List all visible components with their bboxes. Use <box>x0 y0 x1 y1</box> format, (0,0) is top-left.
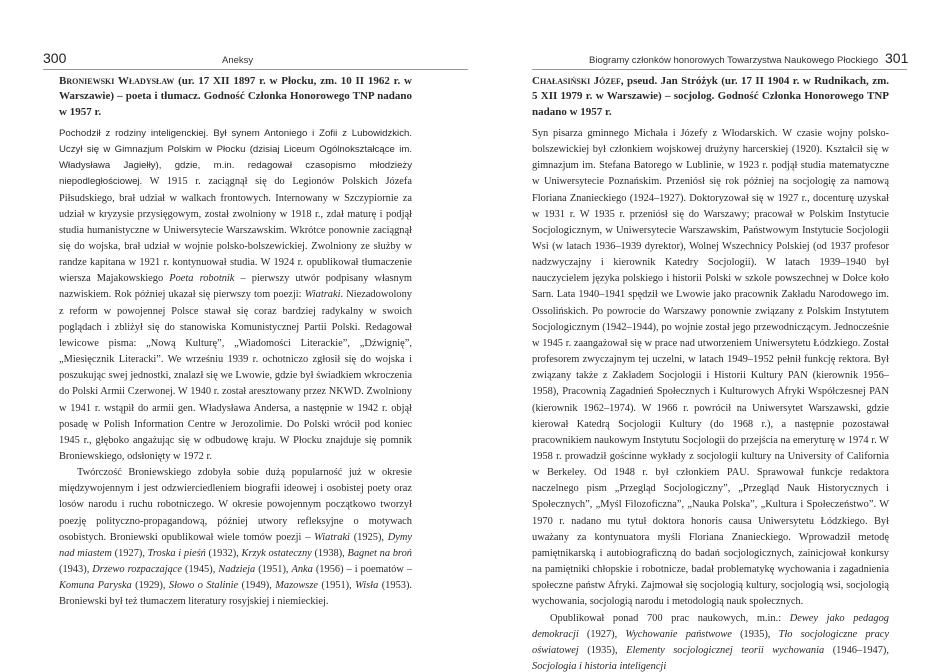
work-year: (1953). <box>378 580 413 592</box>
work-year: (1929), <box>131 580 169 592</box>
work-year: (1927), <box>578 628 626 640</box>
work-year: (1943), <box>59 564 93 576</box>
works-paragraph <box>59 465 412 610</box>
page-number: 300 <box>43 50 67 66</box>
work-title: Bagnet na broń <box>347 547 412 559</box>
entry-body-3: . Niezadowolony z reform w powojennej Polsce stawał się coraz bardziej radykalny w swoich poglądach i zbliżył się do stanowiska Komunistycznej Partii Polski. Redagował lewicowe pisma: „Nową Kulturę”, „Wiadomości Literackie”, „Dźwignię”, „Miesięcznik Literacki”. We wrześniu 1939 r. ochotniczo zgłosił się do wojska i poszukując swej jednostki, znalazł się we Lwowie, gdzie był świadkiem wkroczenia do Polski Armii Czerwonej. W 1940 r. został aresztowany przez NKWD. Zwolniony w 1941 r. wstąpił do armii gen. Władysława Andersa, a następnie w 1942 r. objął posadę w Polish Information Centre w Jerozolimie. Do Polski wrócił pod koniec 1945 r., głęboko angażując się w odbudowę kraju. W Płocku znajduje się pomnik Broniewskiego, odsłonięty w 1972 r. <box>59 289 412 463</box>
work-title: Komuna Paryska <box>59 580 132 592</box>
entry-heading <box>59 74 412 120</box>
page-number: 301 <box>885 50 909 66</box>
entry-name: Broniewski Władysław <box>59 75 175 87</box>
running-head: Biogramy członków honorowych Towarzystwa Naukowego Płockiego <box>589 55 879 66</box>
work-title: Wiatraki <box>304 289 341 301</box>
entry-heading <box>532 74 889 120</box>
work-title: Wisła <box>355 580 379 592</box>
work-title: Krzyk ostateczny <box>241 547 312 559</box>
work-title: Słowo o Stalinie <box>168 580 239 592</box>
running-head: Aneksy <box>222 55 254 66</box>
entry-body-2: – pierwszy utwór podpisany własnym nazwiskiem. Rok później ukazał się pierwszy tom poezji: <box>59 273 412 301</box>
work-title: Drzewo rozpaczające <box>92 564 183 576</box>
work-year: (1951), <box>255 564 292 576</box>
entry-body: W 1915 r. zaciągnął się do Legionów Polskich Józefa Piłsudskiego, brał udział w walkach frontowych. Internowany w Szczypiornie za udział w kryzysie przysięgowym, został zwolniony w 1918 r., zdał maturę i podjął studia humanistyczne w Uniwersytecie Warszawskim. Wkrótce ponownie zaciągnął się do wojska, brał udział w wojnie polsko-bolszewickiej. Zwolniony ze służby w randze kapitana w 1921 r. kontynuował studia. W 1924 r. opublikował tłumaczenie wiersza Majakowskiego <box>59 176 412 285</box>
entry-heading-rest: (ur. 17 XII 1897 r. w Płocku, zm. 10 II 1962 r. w Warszawie) – poeta i tłumacz. Godność Członka Honorowego TNP nadano w 1957 r. <box>59 75 412 118</box>
work-title: Wiatraki <box>314 531 350 543</box>
works-end: Broniewski był też tłumaczem literatury rosyjskiej i niemieckiej. <box>59 596 329 608</box>
work-title: Nadzieja <box>218 564 256 576</box>
work-title: Anka <box>291 564 313 576</box>
work-year: (1951), <box>318 580 356 592</box>
text-column <box>532 74 889 672</box>
entry-intro: Pochodził z rodziny inteligenckiej. Był synem Antoniego i Zofii z Lubowidzkich. Uczył się w Gimnazjum Polskim w Płocku (dzisiaj Liceum Ogólnokształcące im. Władysława Jagiełły), gdzie, m.in. redagował czasopismo młodzieży niepodległościowej. <box>59 127 412 188</box>
work-year: (1925), <box>349 531 388 543</box>
work-title: Poeta robotnik <box>169 273 235 285</box>
work-year: (1932), <box>205 547 242 559</box>
work-title: Mazowsze <box>275 580 318 592</box>
work-year: (1938), <box>311 547 348 559</box>
header-rule <box>43 69 468 70</box>
work-title: Socjologia i historia inteligencji <box>532 661 667 672</box>
work-year: (1945), <box>182 564 219 576</box>
entry-paragraph <box>59 126 412 465</box>
work-year: (1935), <box>731 628 779 640</box>
work-title: Elementy socjologicznej teorii wychowania <box>626 644 825 656</box>
work-year: (1956) – i poematów – <box>312 564 413 576</box>
text-column <box>59 74 412 611</box>
entry-heading-rest: , pseud. Jan Stróżyk (ur. 17 II 1904 r. w Rudnikach, zm. 5 XII 1979 r. w Warszawie) – socjolog. Godność Członka Honorowego TNP nadano w 1957 r. <box>532 75 889 118</box>
work-title: Dewey jako pedagog demokracji <box>532 612 889 640</box>
entry-name: Chałasiński Józef <box>532 75 621 87</box>
work-title: Dymy nad miastem <box>59 531 412 559</box>
works-intro: Twórczość Broniewskiego zdobyła sobie dużą popularność już w okresie międzywojennym i jest odzwierciedleniem biografii ideowej i osobistej poety oraz losów narodu i ruchu robotniczego. W okresie powojennym początkowo tworzył poezję polityczno-propagandową, później utwory refleksyjne o motywach osobistych. Broniewski opublikował wiele tomów poezji – <box>59 467 412 543</box>
works-paragraph <box>532 611 889 672</box>
header-rule <box>532 69 907 70</box>
right-page <box>475 0 950 672</box>
entry-paragraph: Syn pisarza gminnego Michała i Józefy z Włodarskich. W czasie wojny polsko-bolszewickiej był członkiem wojskowej drużyny harcerskiej (1920). Kształcił się w gimnazjum im. Stefana Batorego w Lublinie, w 1923 r. podjął studia matematyczne w Uniwersytecie Poznańskim. Przeniósł się rok później na socjologię za namową Floriana Znanieckiego (1924–1927). Doktoryzował się w 1927 r., docenturę uzyskał w 1931 r. W 1935 r. przeniósł się do Warszawy; pracował w Polskim Instytucie Socjologicznym, w Uniwersytecie Warszawskim, Państwowym Instytucie Socjologii Wsi (w latach 1936–1939 dyrektor), Wolnej Wszechnicy Polskiej (od 1937 profesor nadzwyczajny i kierownik Katedry Socjologii). W latach 1939–1940 był nauczycielem języka polskiego i historii Polski w szkole powszechnej w Dołce koło Sarn. Lata 1940–1941 spędził we Lwowie jako pracownik Zakładu Narodowego im. Ossolińskich. Po powrocie do Warszawy ponownie związany z Polskim Instytutem Socjologicznym (1942–1944), po wojnie został jego przewodniczącym. Jednocześnie w 1945 r. zaangażował się w prace nad utworzeniem Uniwersytetu Łódzkiego. Został profesorem zwyczajnym tej uczelni, w latach 1949–1952 pełnił funkcję rektora. Był związany także z Zakładem Socjologii i Historii Kultury PAN (kierownik 1956–1958), Pracownią Zagadnień Społecznych i Kulturowych Afryki Współczesnej PAN (kierownik 1962–1974). W 1966 r. powrócił na Uniwersytet Warszawski, gdzie kierował Katedrą Socjologii Kultury (do 1968 r.), a następnie pozostawał pracownikiem naukowym Instytutu Socjologii do przejścia na emeryturę w 1974 r. W 1958 r. prowadził gościnne wykłady z socjologii kultury na University of California w Berkeley. Od 1948 r. był członkiem PAU. Sprawował funkcje redaktora naczelnego pism „Przegląd Socjologiczny”, „Przegląd Nauk Historycznych i Społecznych”, „Myśl Filozoficzna”, „Nauka Polska”, „Kultura i Społeczeństwo”. W 1970 r. nadano mu tytuł doktora honoris causa Uniwersytetu Łódzkiego. Był uważany za kontynuatora myśli Floriana Znanieckiego. Wprowadził metodę pamiętnikarską i autobiograficzną do badań socjologicznych, zainicjował konkursy na pamiętniki chłopskie i robotnicze, badał problematykę wychowania i zagadnienia społeczne państw Afryki. Zajmował się socjologią kultury, socjologią wsi, socjologią wychowania, socjologią narodu i metodologią nauk społecznych. <box>532 127 889 608</box>
work-year: (1946–1947), <box>824 644 889 656</box>
work-title: Tło socjologiczne pracy oświatowej <box>532 628 889 656</box>
work-title: Wychowanie państwowe <box>625 628 732 640</box>
work-year: (1935), <box>578 644 627 656</box>
work-year: (1927), <box>111 547 148 559</box>
work-title: Troska i pieśń <box>147 547 206 559</box>
works-intro: Opublikował ponad 700 prac naukowych, m.in.: <box>550 612 790 624</box>
work-year: (1949), <box>238 580 276 592</box>
